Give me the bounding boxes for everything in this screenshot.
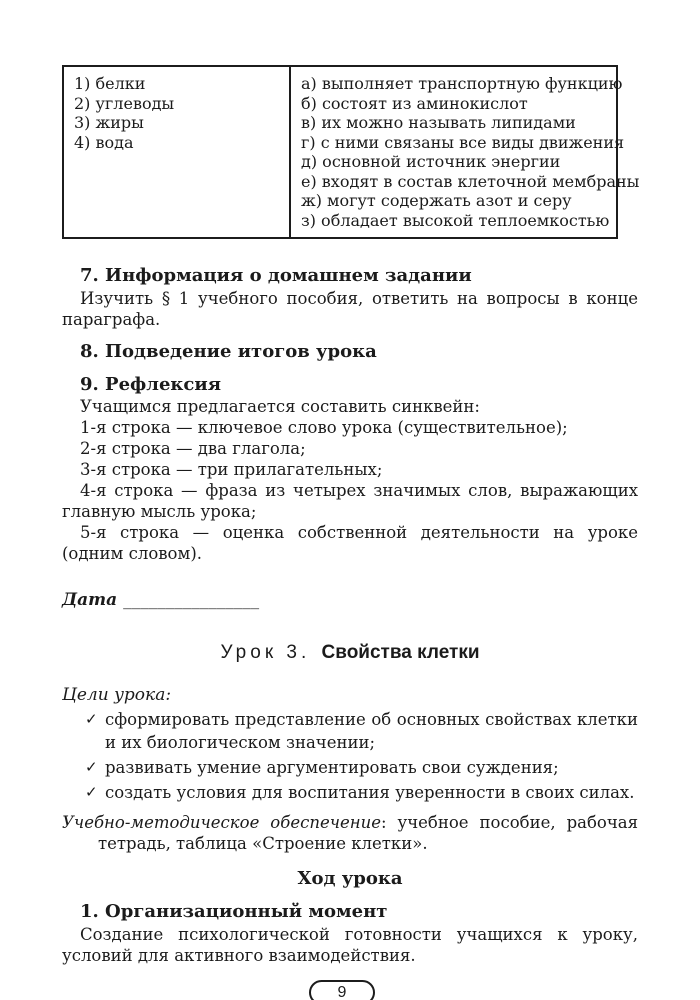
homework-body: Изучить § 1 учебного пособия, ответить на вопросы в конце параграфа.	[62, 289, 638, 329]
reflection-line: 2-я строка — два глагола;	[80, 439, 306, 458]
lesson-number: Урок 3.	[220, 642, 311, 663]
goal-item	[85, 708, 638, 754]
property-item: е) входят в состав клеточной мембраны	[301, 171, 640, 191]
goal-item	[85, 781, 638, 804]
resources-label: Учебно-методическое обеспечение	[62, 813, 382, 832]
checkmark-icon: ✓	[85, 710, 98, 728]
reflection-intro: Учащимся предлагается составить синквейн:	[80, 397, 480, 416]
page-number-badge	[309, 980, 375, 1000]
checkmark-icon: ✓	[85, 758, 98, 776]
stage1-body: Создание психологической готовности учащихся к уроку, условий для активного взаимодействия.	[62, 925, 638, 965]
property-item: в) их можно называть липидами	[301, 113, 576, 132]
goal-item	[85, 756, 638, 779]
section-heading-homework: 7. Информация о домашнем задании	[80, 265, 472, 286]
reflection-line: 1-я строка — ключевое слово урока (существительное);	[80, 418, 568, 437]
goals-label: Цели урока:	[62, 685, 172, 705]
matching-table	[62, 65, 640, 239]
property-item: г) с ними связаны все виды движения	[301, 132, 625, 152]
reflection-line: 5-я строка — оценка собственной деятельности на уроке (одним словом).	[62, 523, 638, 563]
substance-item: 3) жиры	[74, 113, 144, 132]
table-cell-properties	[290, 66, 640, 238]
date-label: Дата	[62, 590, 118, 610]
goal-text: создать условия для воспитания уверенности в своих силах.	[105, 783, 635, 802]
property-item: а) выполняет транспортную функцию	[301, 74, 623, 93]
substance-item: 1) белки	[74, 74, 146, 93]
property-item: д) основной источник энергии	[301, 152, 561, 171]
section-heading-reflection: 9. Рефлексия	[80, 374, 222, 395]
date-line	[62, 590, 638, 611]
property-item: ж) могут содержать азот и серу	[301, 191, 572, 210]
substance-item: 4) вода	[74, 132, 134, 152]
resources-text: : учебное пособие, рабочая тетрадь, таблица «Строение клетки».	[98, 813, 638, 853]
property-item: б) состоят из аминокислот	[301, 93, 528, 113]
lesson-name: Свойства клетки	[321, 642, 480, 663]
reflection-line: 4-я строка — фраза из четырех значимых слов, выражающих главную мысль урока;	[62, 481, 638, 521]
course-heading: Ход урока	[297, 868, 403, 889]
resources-paragraph	[62, 812, 638, 854]
table-row	[63, 66, 617, 238]
table-cell-substances	[63, 66, 290, 238]
property-item: з) обладает высокой теплоемкостью	[301, 210, 610, 230]
date-blank-line: ________________	[123, 590, 260, 610]
goal-text: сформировать представление об основных свойствах клетки и их биологическом значении;	[105, 710, 638, 752]
section-heading-summary: 8. Подведение итогов урока	[80, 341, 377, 362]
goal-text: развивать умение аргументировать свои суждения;	[105, 758, 559, 777]
stage1-heading: 1. Организационный момент	[80, 901, 388, 922]
lesson-title	[62, 641, 638, 665]
page-number: 9	[337, 983, 347, 1000]
substance-item: 2) углеводы	[74, 93, 175, 113]
checkmark-icon: ✓	[85, 783, 98, 801]
reflection-line: 3-я строка — три прилагательных;	[80, 460, 383, 479]
